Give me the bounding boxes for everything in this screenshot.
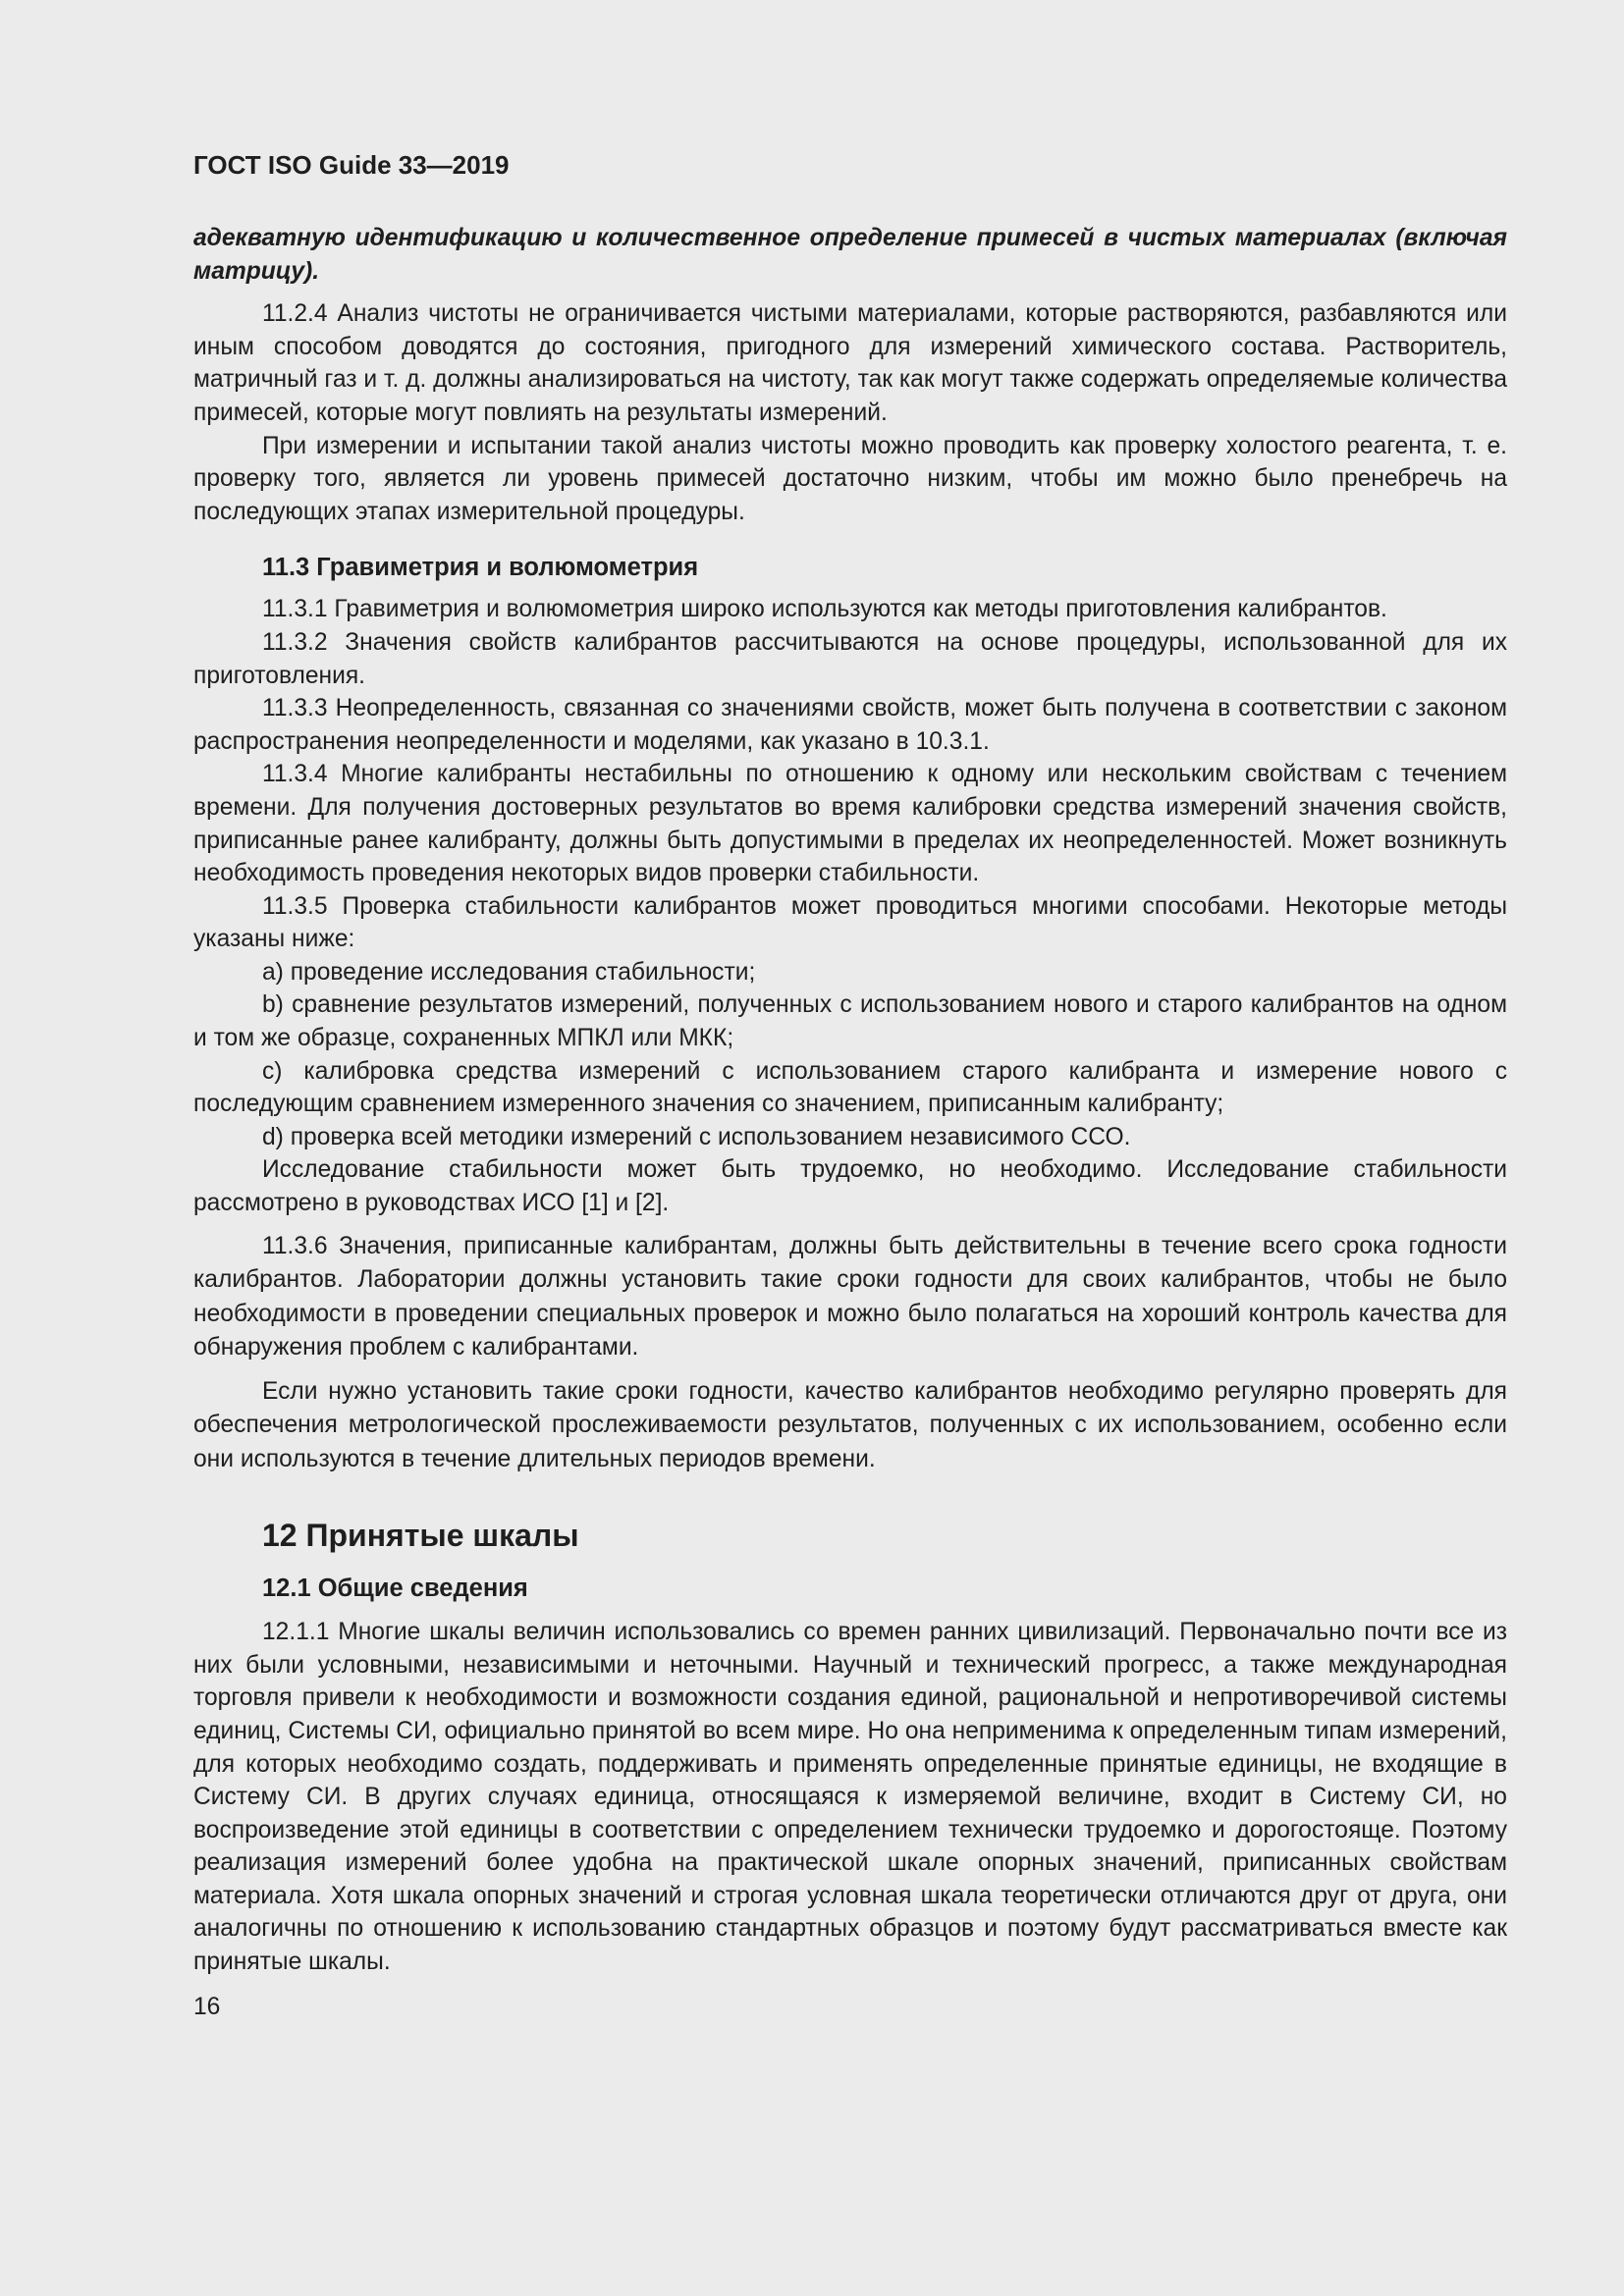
- paragraph-intro: адекватную идентификацию и количественное определение примесей в чистых материалах (включая матрицу).: [193, 225, 1507, 285]
- page-number: 16: [193, 1993, 221, 2020]
- list-item-d: d) проверка всей методики измерений с использованием независимого ССО.: [262, 1123, 1131, 1150]
- list-item-c: c) калибровка средства измерений с использованием старого калибранта и измерение нового с последующим сравнением измеренного значения со значением, приписанным калибранту;: [193, 1057, 1507, 1118]
- paragraph-12-1-1: 12.1.1 Многие шкалы величин использовались со времен ранних цивилизаций. Первоначально почти все из них были условными, независимыми и неточными. Научный и технический прогресс, а также международная торговля привели к необходимости и возможности создания единой, рациональной и непротиворечивой системы единиц, Системы СИ, официально принятой во всем мире. Но она неприменима к определенным типам измерений, для которых необходимо создать, поддерживать и применять определенные принятые единицы, не входящие в Систему СИ. В других случаях единица, относящаяся к измеряемой величине, входит в Систему СИ, но воспроизведение этой единицы в соответствии с определением технически трудоемко и дорогостояще. Поэтому реализация измерений более удобна на практической шкале опорных значений, приписанных свойствам материала. Хотя шкала опорных значений и строгая условная шкала теоретически отличаются друг от друга, они аналогичны по отношению к использованию стандартных образцов и поэтому будут рассматриваться вместе как принятые шкалы.: [193, 1619, 1507, 1976]
- list-item-a: a) проведение исследования стабильности;: [262, 958, 756, 986]
- paragraph-11-3-4: 11.3.4 Многие калибранты нестабильны по отношению к одному или нескольким свойствам с течением времени. Для получения достоверных результатов во время калибровки средства измерений значения свойств, приписанные ранее калибранту, должны быть допустимыми в пределах их неопределенностей. Может возникнуть необходимость проведения некоторых видов проверки стабильности.: [193, 761, 1507, 887]
- paragraph-11-3-6-continued: Если нужно установить такие сроки годности, качество калибрантов необходимо регулярно проверять для обеспечения метрологической прослеживаемости результатов, полученных с их использованием, особенно если они используются в течение длительных периодов времени.: [193, 1377, 1507, 1472]
- paragraph-11-3-6: 11.3.6 Значения, приписанные калибрантам, должны быть действительны в течение всего срока годности калибрантов. Лаборатории должны установить такие сроки годности для своих калибрантов, чтобы не было необходимости в проведении специальных проверок и можно было полагаться на хороший контроль качества для обнаружения проблем с калибрантами.: [193, 1232, 1507, 1362]
- paragraph-11-3-3: 11.3.3 Неопределенность, связанная со значениями свойств, может быть получена в соответствии с законом распространения неопределенности и моделями, как указано в 10.3.1.: [193, 695, 1507, 755]
- heading-12-1: 12.1 Общие сведения: [262, 1575, 528, 1603]
- document-header: ГОСТ ISO Guide 33—2019: [193, 150, 510, 180]
- paragraph-11-3-1: 11.3.1 Гравиметрия и волюмометрия широко используются как методы приготовления калибрантов.: [262, 596, 1387, 623]
- paragraph-stability-study: Исследование стабильности может быть трудоемко, но необходимо. Исследование стабильности рассмотрено в руководствах ИСО [1] и [2].: [193, 1156, 1507, 1217]
- paragraph-11-2-4: 11.2.4 Анализ чистоты не ограничивается чистыми материалами, которые растворяются, разбавляются или иным способом доводятся до состояния, пригодного для измерений химического состава. Растворитель, матричный газ и т. д. должны анализироваться на чистоту, так как могут также содержать определяемые количества примесей, которые могут повлиять на результаты измерений.: [193, 300, 1507, 426]
- paragraph-11-3-5: 11.3.5 Проверка стабильности калибрантов может проводиться многими способами. Некоторые методы указаны ниже:: [193, 892, 1507, 953]
- heading-12: 12 Принятые шкалы: [262, 1518, 579, 1554]
- document-page: [193, 145, 1507, 2024]
- heading-11-3: 11.3 Гравиметрия и волюмометрия: [262, 554, 699, 582]
- paragraph-11-2-4-continued: При измерении и испытании такой анализ чистоты можно проводить как проверку холостого реагента, т. е. проверку того, является ли уровень примесей достаточно низким, чтобы им можно было пренебречь на последующих этапах измерительной процедуры.: [193, 432, 1507, 525]
- list-item-b: b) сравнение результатов измерений, полученных с использованием нового и старого калибрантов на одном и том же образце, сохраненных МПКЛ или МКК;: [193, 991, 1507, 1052]
- paragraph-11-3-2: 11.3.2 Значения свойств калибрантов рассчитываются на основе процедуры, использованной для их приготовления.: [193, 628, 1507, 689]
